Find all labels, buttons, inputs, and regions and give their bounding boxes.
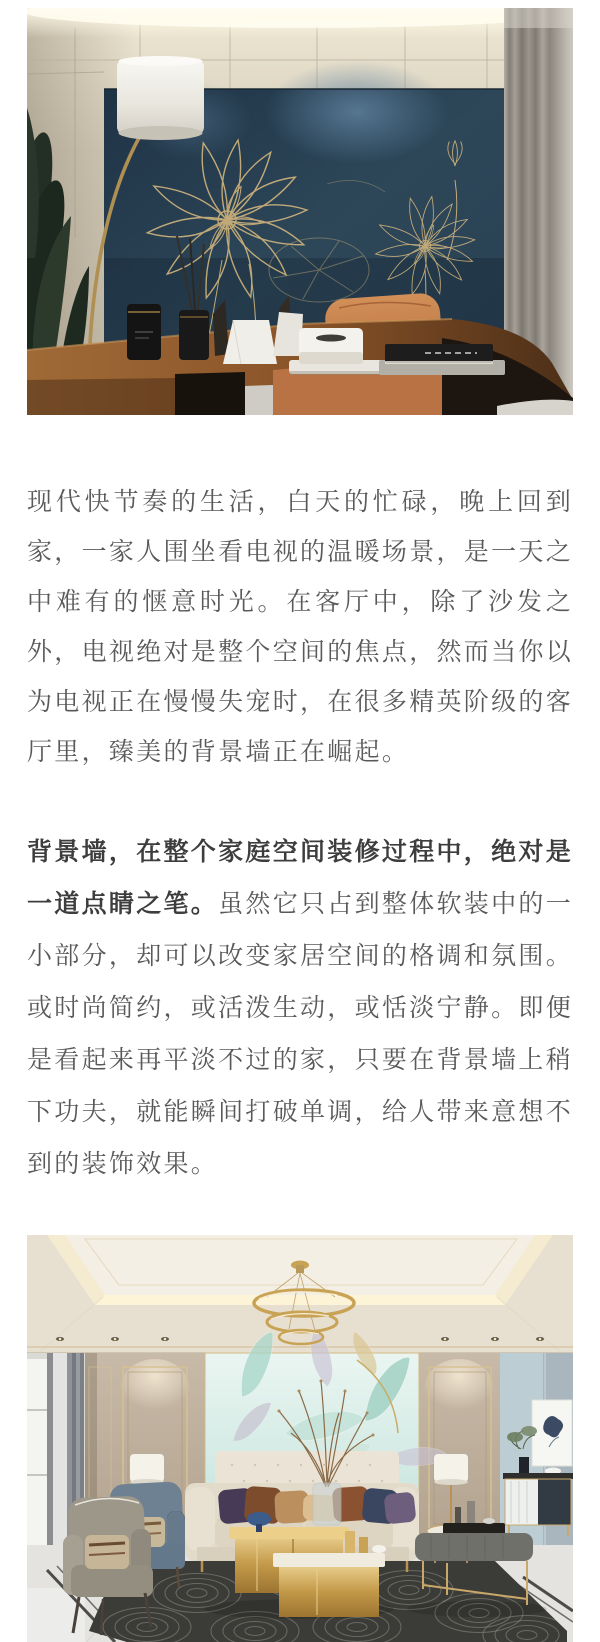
paragraph-living-intro: 现代快节奏的生活，白天的忙碌，晚上回到家，一家人围坐看电视的温暖场景，是一天之中难有的惬意时光。在客厅中，除了沙发之外，电视绝对是整个空间的焦点，然而当你以为电视正在慢慢失宠时，在很多精英阶级的客厅里，臻美的背景墙正在崛起。 [27, 488, 574, 766]
living-room-illustration [27, 1235, 573, 1642]
cove-light-glow [27, 8, 573, 38]
right-accent-wall [500, 1353, 573, 1545]
living-room-photo[interactable] [27, 1235, 573, 1642]
paragraph-rest: 虽然它只占到整体软装中的一小部分，却可以改变家居空间的格调和氛围。或时尚简约，或活泼生动，或恬淡宁静。即便是看起来再平淡不过的家，只要在背景墙上稍下功夫，就能瞬间打破单调，给人带来意想不到的装饰效果。 [27, 890, 574, 1178]
study-room-photo[interactable] [27, 8, 573, 415]
study-room-illustration [27, 8, 573, 415]
paragraph-background-wall [27, 826, 573, 1190]
paragraph-bold-lead: 背景墙，在整个家庭空间装修过程中，绝对是一道点睛之笔。 [27, 838, 574, 918]
